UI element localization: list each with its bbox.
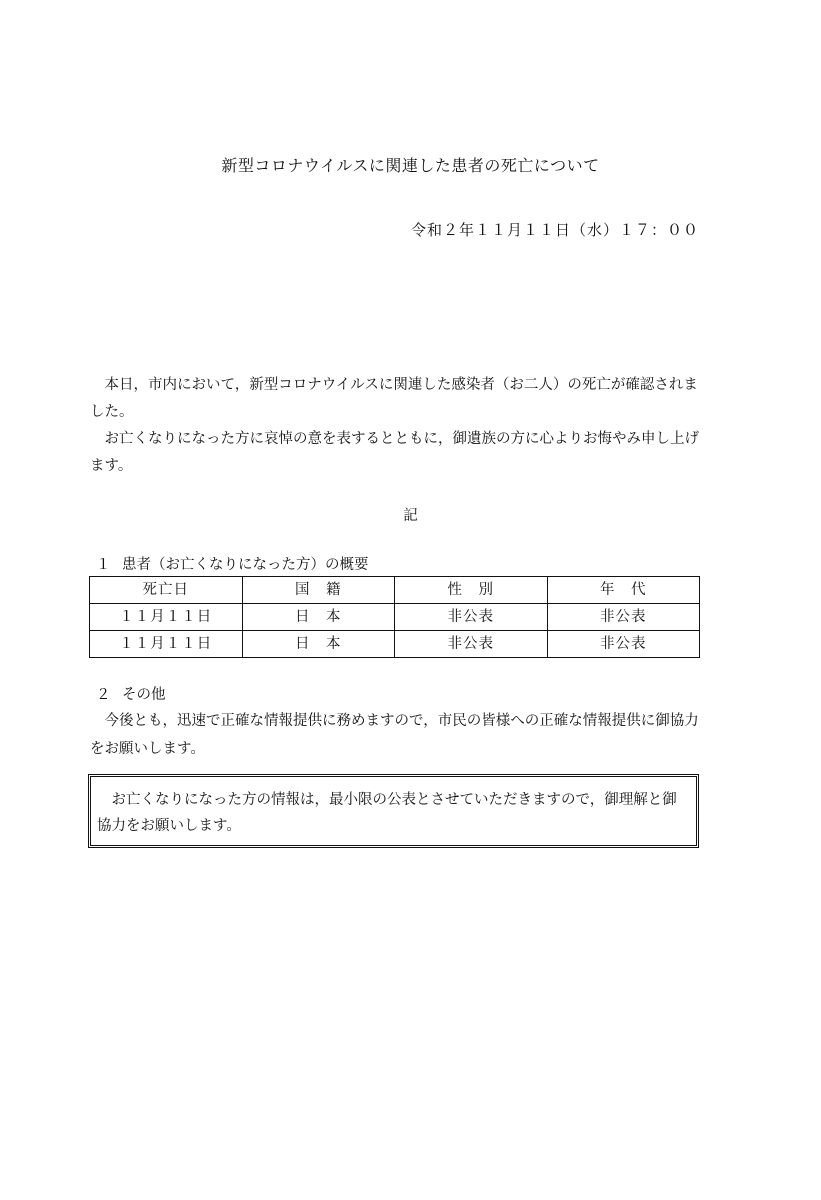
ki-marker: 記 (403, 508, 418, 524)
table-cell: 日 本 (242, 631, 395, 658)
table-row (90, 604, 700, 631)
section-1-heading (96, 553, 369, 577)
table-cell: 日 本 (242, 604, 395, 631)
table-cell: 非公表 (547, 631, 700, 658)
column-header: 性 別 (395, 577, 548, 604)
table-cell: 非公表 (547, 604, 700, 631)
body-paragraph: 本日，市内において，新型コロナウイルスに関連した感染者（お二人）の死亡が確認されました。 (90, 377, 698, 420)
body-text (90, 372, 702, 480)
section-heading-text: 患者（お亡くなりになった方）の概要 (122, 557, 369, 573)
notice-box (88, 774, 699, 848)
column-header: 年 代 (547, 577, 700, 604)
table-cell: 非公表 (395, 604, 548, 631)
section-2-text: 今後とも，迅速で正確な情報提供に務めますので，市民の皆様への正確な情報提供に御協力をお願いします。 (90, 713, 699, 757)
table-header-row (90, 577, 700, 604)
patient-overview-table (89, 576, 700, 658)
publish-date: 令和２年１１月１１日（水）１７：００ (410, 221, 699, 239)
column-header: 死亡日 (90, 577, 243, 604)
section-heading-text: その他 (122, 687, 166, 703)
page-title: 新型コロナウイルスに関連した患者の死亡について (221, 156, 600, 175)
table-cell: １１月１１日 (90, 604, 243, 631)
column-header: 国 籍 (242, 577, 395, 604)
body-paragraph: お亡くなりになった方に哀悼の意を表するとともに，御遺族の方に心よりお悔やみ申し上げます。 (90, 431, 699, 474)
table-cell: １１月１１日 (90, 631, 243, 658)
section-2-heading (96, 683, 166, 707)
table-row (90, 631, 700, 658)
notice-text: お亡くなりになった方の情報は，最小限の公表とさせていただきますので，御理解と御協力をお願いします。 (97, 792, 677, 834)
table-cell: 非公表 (395, 631, 548, 658)
section-number: ２ (96, 687, 111, 703)
section-number: １ (96, 557, 111, 573)
